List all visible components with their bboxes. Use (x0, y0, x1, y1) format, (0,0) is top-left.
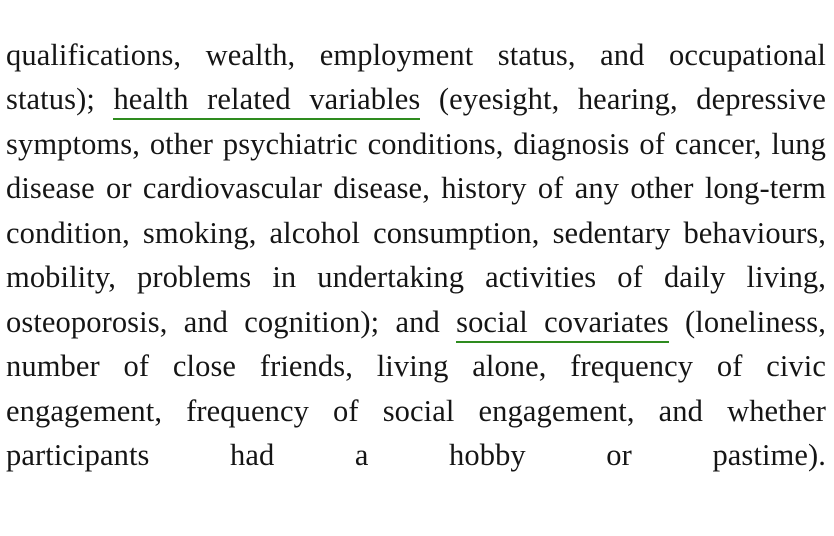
text-run-0: qualifications, wealth, employment status, and occupational status); (6, 37, 826, 116)
text-run-2: (eyesight, hearing, depressive symptoms, other psychiatric conditions, diagnosis of cancer, lung disease or cardiovascular disease, history of any other long-term condition, smoking, alcohol consumption, sedentary behaviours, mobility, problems in undertaking activities of daily living, osteoporosis, and cognition); and (6, 82, 826, 339)
underlined-term-1: health related variables (113, 82, 420, 120)
text-run-4: (loneliness, number of close friends, living alone, frequency of civic engagement, frequency of social engagement, and whether participants had a hobby or pastime). (6, 304, 826, 472)
body-paragraph (6, 33, 826, 523)
underlined-term-3: social covariates (456, 305, 669, 343)
